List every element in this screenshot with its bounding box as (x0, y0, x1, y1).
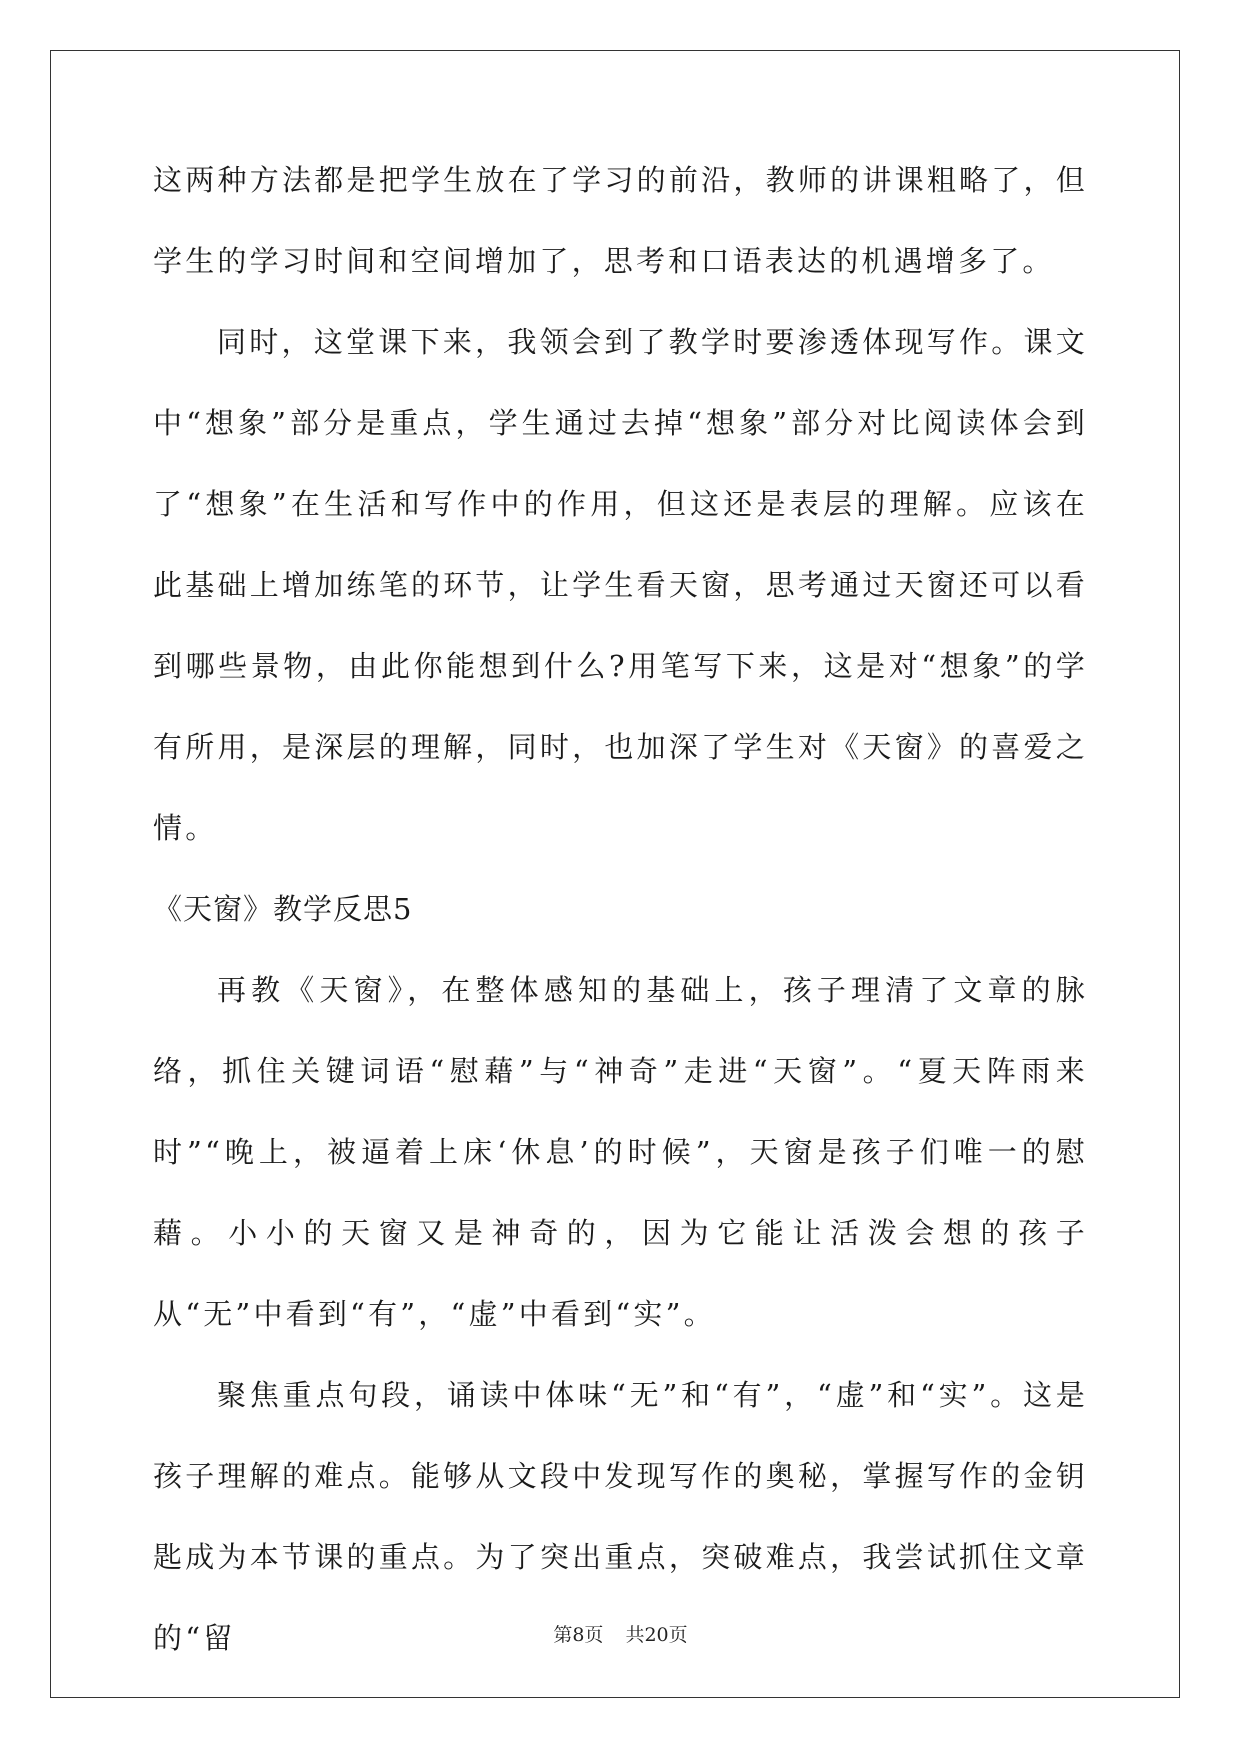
section-heading: 《天窗》教学反思5 (153, 892, 413, 926)
document-body (153, 140, 1088, 1679)
page-total: 共20页 (625, 1624, 688, 1646)
paragraph-4: 聚焦重点句段，诵读中体味“无”和“有”，“虚”和“实”。这是孩子理解的难点。能够从文段中发现写作的奥秘，掌握写作的金钥匙成为本节课的重点。为了突出重点，突破难点，我尝试抓住文章的“留 (153, 1378, 1088, 1655)
paragraph-3: 再教《天窗》，在整体感知的基础上，孩子理清了文章的脉络，抓住关键词语“慰藉”与“神奇”走进“天窗”。“夏天阵雨来时”“晚上，被逼着上床‘休息’的时候”，天窗是孩子们唯一的慰藉。小小的天窗又是神奇的，因为它能让活泼会想的孩子从“无”中看到“有”，“虚”中看到“实”。 (153, 973, 1088, 1331)
page-footer (0, 1620, 1241, 1647)
paragraph-1: 这两种方法都是把学生放在了学习的前沿，教师的讲课粗略了，但学生的学习时间和空间增加了，思考和口语表达的机遇增多了。 (153, 163, 1088, 278)
paragraph-2: 同时，这堂课下来，我领会到了教学时要渗透体现写作。课文中“想象”部分是重点，学生通过去掉“想象”部分对比阅读体会到了“想象”在生活和写作中的作用，但这还是表层的理解。应该在此基础上增加练笔的环节，让学生看天窗，思考通过天窗还可以看到哪些景物，由此你能想到什么?用笔写下来，这是对“想象”的学有所用，是深层的理解，同时，也加深了学生对《天窗》的喜爱之情。 (153, 325, 1088, 845)
page-number: 第8页 (553, 1624, 604, 1646)
